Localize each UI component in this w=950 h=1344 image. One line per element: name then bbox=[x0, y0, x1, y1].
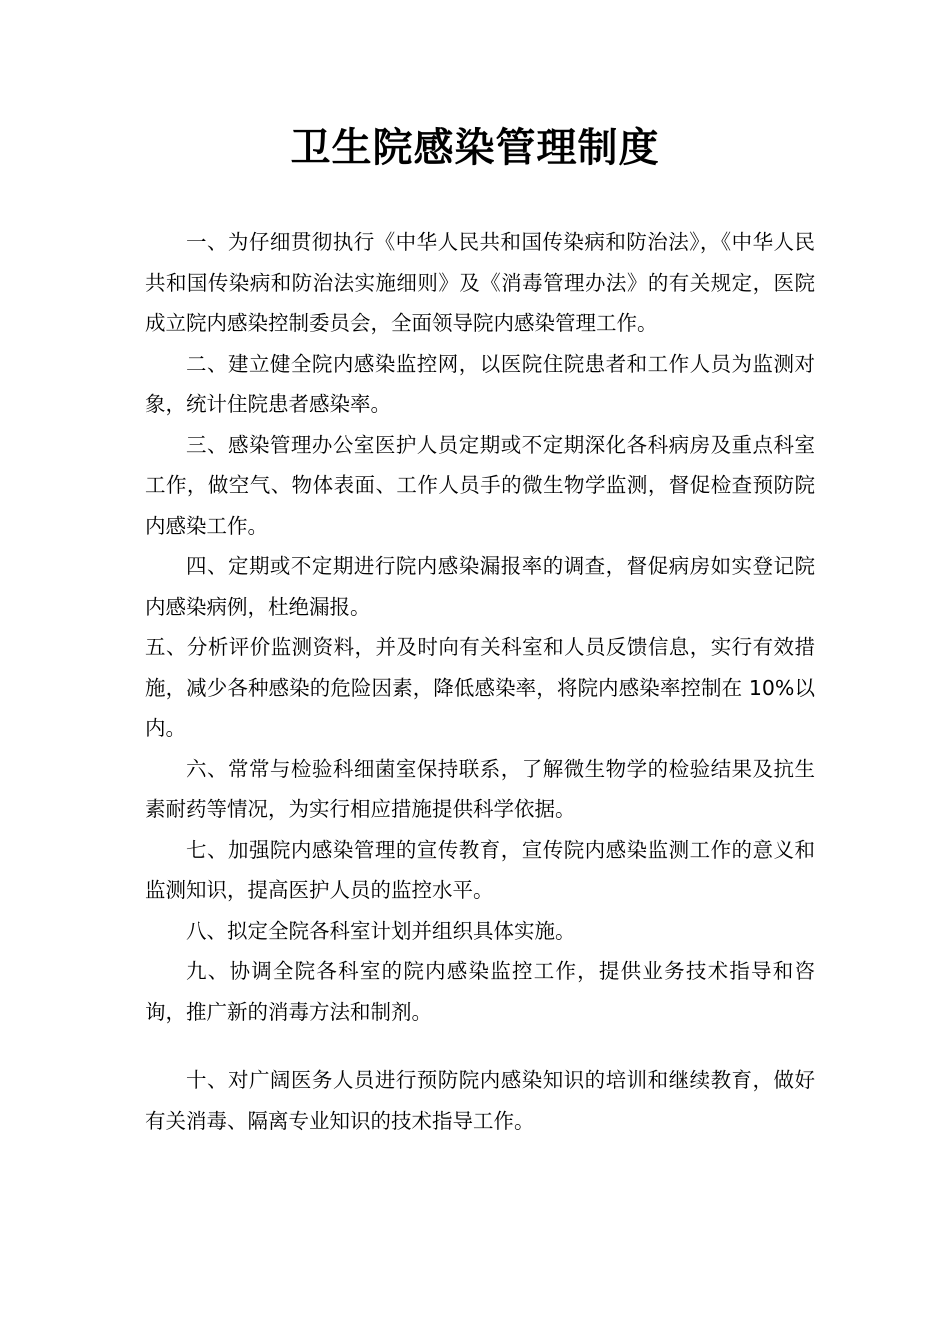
paragraph-9: 九、协调全院各科室的院内感染监控工作，提供业务技术指导和咨询，推广新的消毒方法和制剂。 bbox=[145, 959, 815, 1024]
paragraph-5: 五、分析评价监测资料，并及时向有关科室和人员反馈信息，实行有效措施，减少各种感染的危险因素，降低感染率，将院内感染率控制在 10%以内。 bbox=[145, 635, 815, 740]
document-title: 卫生院感染管理制度 bbox=[290, 125, 660, 171]
paragraph-1: 一、为仔细贯彻执行《中华人民共和国传染病和防治法》，《中华人民共和国传染病和防治法实施细则》及《消毒管理办法》的有关规定，医院成立院内感染控制委员会，全面领导院内感染管理工作。 bbox=[145, 230, 815, 335]
document-body bbox=[145, 222, 815, 1141]
paragraph-8: 八、拟定全院各科室计划并组织具体实施。 bbox=[186, 918, 576, 943]
paragraph-4: 四、定期或不定期进行院内感染漏报率的调查，督促病房如实登记院内感染病例，杜绝漏报。 bbox=[145, 554, 815, 619]
paragraph-6: 六、常常与检验科细菌室保持联系，了解微生物学的检验结果及抗生素耐药等情况，为实行相应措施提供科学依据。 bbox=[145, 756, 815, 821]
paragraph-10: 十、对广阔医务人员进行预防院内感染知识的培训和继续教育，做好有关消毒、隔离专业知识的技术指导工作。 bbox=[145, 1068, 815, 1133]
paragraph-2: 二、建立健全院内感染监控网，以医院住院患者和工作人员为监测对象，统计住院患者感染率。 bbox=[145, 351, 815, 416]
paragraph-7: 七、加强院内感染管理的宣传教育，宣传院内感染监测工作的意义和监测知识，提高医护人员的监控水平。 bbox=[145, 837, 815, 902]
paragraph-3: 三、感染管理办公室医护人员定期或不定期深化各科病房及重点科室工作，做空气、物体表面、工作人员手的微生物学监测，督促检查预防院内感染工作。 bbox=[145, 432, 815, 538]
